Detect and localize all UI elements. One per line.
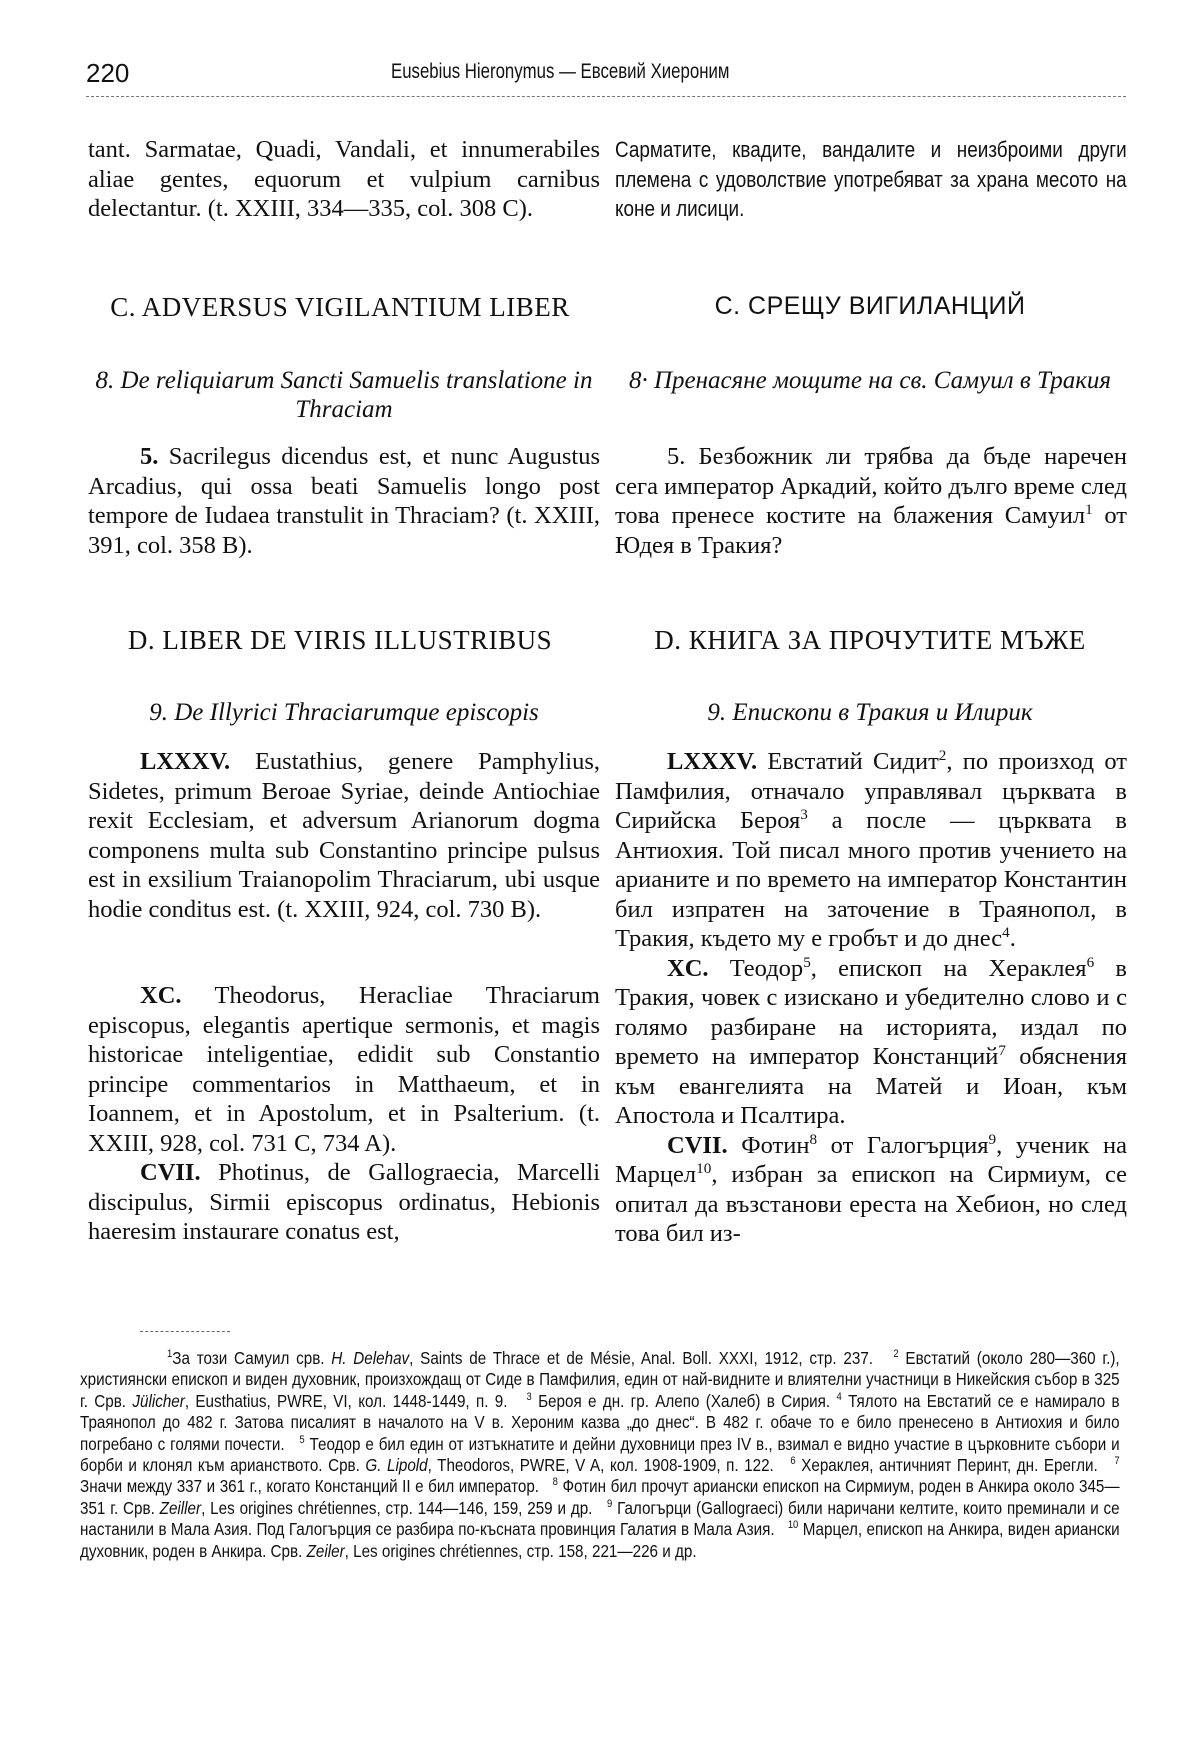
section-d-bulgarian-body [615,747,1127,1249]
section-d-subheading-latin: 9. De Illyrici Thraciarumque episcopis [149,699,539,726]
intro-latin-text: tant. Sarmatae, Quadi, Vandali, et innumerabiles aliae gentes, equorum et vulpium carnibus delectantur. (t. XXIII, 334—335, col. 308 C). [88,136,600,222]
intro-bulgarian-text: Сарматите, квадите, вандалите и неизброими други племена с удоволствие употребяват за храна месото на коне и лисици. [615,137,1127,221]
footnote-ref[interactable]: 9 [988,1130,997,1148]
paragraph-number: CVII. [140,1159,201,1186]
paragraph-number: 5. [667,443,686,470]
footnote-ref[interactable]: 7 [998,1041,1006,1059]
paragraph: XC. Theodorus, Heracliae Thraciarum episcopus, elegantis apertique sermonis, et magis historicae inteligentiae, edidit sub Constantio principe commentarios in Matthaeum, et in Ioannem, et in Apostolum, et in Psalterium. (t. XXIII, 928, col. 731 C, 734 A). [88,982,600,1157]
paragraph: 5. Sacrilegus dicendus est, et nunc Augustus Arcadius, qui ossa beati Samuelis longo post tempore de Iudaea transtulit in Thraciam? (t. XXIII, 391, col. 358 B). [88,443,600,559]
page-header [86,58,1126,88]
header-rule [86,96,1126,97]
section-c-heading-latin: C. ADVERSUS VIGILANTIUM LIBER [110,292,570,322]
page-number: 220 [86,58,130,88]
paragraph: CVII. Фотин$^8$ от Галогърция$^9$, ученик на Марцел$^{10}$, избран за епископ на Сирмиум, се опитал да възстанови ереста на Хебион, но след това бил из- [615,1130,1127,1247]
paragraph-number: 5. [140,443,159,470]
footnote-ref[interactable]: 3 [800,805,808,823]
paragraph: 5. Безбожник ли трябва да бъде наречен сега император Аркадий, който дълго време след това пренесе костите на блажения Самуил$^1$ от Юдея в Тракия? [615,443,1127,559]
running-title: Eusebius Hieronymus — Евсевий Хиероним [391,60,730,83]
footnote-block: $^1$За този Самуил срв. H. Delehav, Saints de Thrace et de Mésie, Anal. Boll. XXXI, 1912, стр. 237. $^2$ Евстатий (около 280—360 г.), християнски епископ и виден духовник, произхождащ от Сиде в Памфилия, един от най-видните и влиятелни участници в Никейския събор в 325 г. Срв. Jülicher, Eusthatius, PWRE, VI, кол. 1448-1449, п. 9. $^3$ Бероя е дн. гр. Алепо (Халеб) в Сирия. $^4$ Тялото на Евстатий се е намирало в Траянопол до 482 г. Затова писалият в началото на V в. Хероним казва „до днес“. В 482 г. обаче то е било пренесено в Антиохия и било погребано с голями почести. $^5$ Теодор е бил един от изтъкнатите и дейни духовници през IV в., взимал е видно участие в църковните събори и борби и клонял към арианството. Срв. G. Lipold, Theodoros, PWRE, V A, кол. 1908-1909, п. 122. $^6$ Хераклея, античният Перинт, дн. Ерегли. $^7$ Значи между 337 и 361 г., когато Констанций II е бил император. $^8$ Фотин бил прочут ариански епископ на Сирмиум, роден в Анкира около 345—351 г. Срв. Zeiller, Les origines chrétiennes, стр. 144—146, 159, 259 и др. $^9$ Галогърци (Gallograeci) били наричани келтите, които преминали и се настанили в Мала Азия. Под Галогърция се разбира по-късната провинция Галатия в Мала Азия. $^{10}$ Марцел, епископ на Анкира, виден ариански духовник, роден в Анкира. Срв. Zeiler, Les origines chrétiennes, стр. 158, 221—226 и др. [80,1348,1120,1561]
paragraph: XC. Теодор$^5$, епископ на Хераклея$^6$ в Тракия, човек с изискано и убедително слово и с голямо разбиране на историята, издал по времето на император Констанций$^7$ обяснения към евангелията на Матей и Иоан, към Апостола и Псалтира. [615,953,1127,1129]
footnote-ref[interactable]: 5 [803,953,811,971]
section-c-subheading-latin: 8. De reliquiarum Sancti Samuelis translatione in Thraciam [95,367,593,423]
footnote-rule [140,1331,230,1332]
paragraph: LXXXV. Евстатий Сидит$^2$, по произход от Памфилия, отначало управлявал църквата в Сирийска Бероя$^3$ а после — църквата в Антиохия. Той писал много против учението на арианите и по времето на император Константин бил изпратен на заточение в Траянопол, в Тракия, където му е гробът и до днес$^4$. [615,746,1128,952]
intro-latin [88,135,600,224]
paragraph-number: LXXXV. [140,748,231,775]
section-d-subheading-bulgarian: 9. Епископи в Тракия и Илирик [707,699,1033,726]
footnote-ref[interactable]: 4 [1002,923,1010,941]
paragraph-number: XC. [667,954,709,982]
footnotes [80,1348,1120,1562]
section-c-latin-body [88,442,600,560]
footnote-ref[interactable]: 8 [809,1130,818,1148]
footnote-ref[interactable]: 10 [696,1159,712,1177]
footnote-ref[interactable]: 1 [1085,500,1093,518]
section-c-subheading-bulgarian: 8· Пренасяне мощите на св. Самуил в Тракия [628,367,1112,394]
paragraph: LXXXV. Eustathius, genere Pamphylius, Sidetes, primum Beroae Syriae, deinde Antiochiae rexit Ecclesiam, et adversum Arianorum dogma componens multa sub Constantino principe pulsus est in exsilium Traianopolim Thraciarum, ubi usque hodie conditus est. (t. XXIII, 924, col. 730 B). [88,748,600,923]
footnote-ref[interactable]: 2 [938,746,947,764]
intro-bulgarian [615,135,1127,224]
paragraph-number: LXXXV. [667,748,758,775]
footnote-ref[interactable]: 6 [1086,953,1095,971]
section-d-latin-body [88,747,600,1247]
section-d-heading-bulgarian: D. КНИГА ЗА ПРОЧУТИТЕ МЪЖЕ [654,625,1086,655]
paragraph: CVII. Photinus, de Gallograecia, Marcelli discipulus, Sirmii episcopus ordinatus, Hebionis haeresim instaurare conatus est, [88,1159,600,1245]
section-c-heading-bulgarian: С. СРЕЩУ ВИГИЛАНЦИЙ [714,292,1026,320]
section-c-bulgarian-body [615,442,1127,560]
paragraph-number: XC. [140,982,182,1009]
section-d-heading-latin: D. LIBER DE VIRIS ILLUSTRIBUS [127,625,553,655]
paragraph-number: CVII. [667,1131,728,1159]
